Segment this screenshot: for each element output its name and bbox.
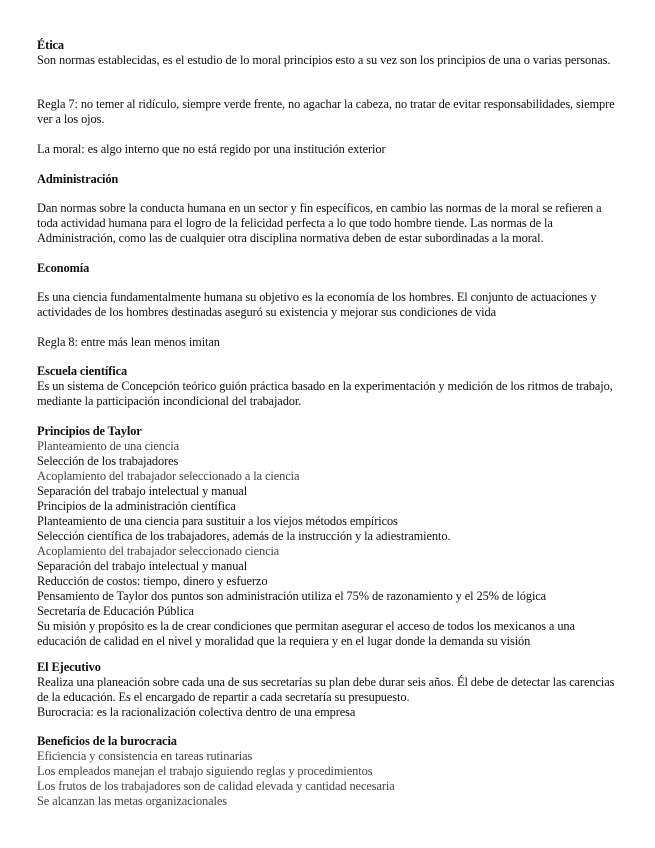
list-item: Pensamiento de Taylor dos puntos son administración utiliza el 75% de razonamiento y el 25% de lógica bbox=[37, 589, 547, 603]
ejecutivo-heading: El Ejecutivo bbox=[37, 660, 101, 674]
burocracia-definition: Burocracia: es la racionalización colectiva dentro de una empresa bbox=[37, 705, 356, 719]
list-item: Selección de los trabajadores bbox=[37, 454, 179, 468]
beneficios-heading: Beneficios de la burocracia bbox=[37, 734, 177, 748]
list-item: Acoplamiento del trabajador seleccionado a la ciencia bbox=[37, 469, 300, 483]
list-item: Planteamiento de una ciencia para sustituir a los viejos métodos empíricos bbox=[37, 514, 398, 528]
administracion-text: Dan normas sobre la conducta humana en un sector y fin específicos, en cambio las normas de la moral se refieren a toda actividad humana para el logro de la felicidad perfecta a lo que todo hombre tiende. Las normas de la Administración, como las de cualquier otra disciplina normativa deben de estar subordinadas a la moral. bbox=[37, 201, 602, 245]
escuela-text: Es un sistema de Concepción teórico guión práctica basado en la experimentación y medición de los ritmos de trabajo, mediante la participación incondicional del trabajador. bbox=[37, 379, 613, 408]
etica-text: Son normas establecidas, es el estudio de lo moral principios esto a su vez son los principios de una o varias personas. bbox=[37, 53, 611, 67]
regla-8: Regla 8: entre más lean menos imitan bbox=[37, 335, 220, 349]
escuela-section bbox=[37, 364, 617, 409]
list-item: Secretaría de Educación Pública bbox=[37, 604, 194, 618]
ejecutivo-section bbox=[37, 660, 617, 720]
taylor-section bbox=[37, 424, 617, 649]
list-item: Los empleados manejan el trabajo siguiendo reglas y procedimientos bbox=[37, 764, 373, 778]
list-item: Planteamiento de una ciencia bbox=[37, 439, 180, 453]
economia-heading: Economía bbox=[37, 261, 90, 275]
list-item: Selección científica de los trabajadores, además de la instrucción y la adiestramiento. bbox=[37, 529, 451, 543]
administracion-heading: Administración bbox=[37, 172, 119, 186]
regla-7: Regla 7: no temer al ridículo, siempre verde frente, no agachar la cabeza, no tratar de evitar responsabilidades, siempre ver a los ojos. bbox=[37, 97, 615, 126]
list-item: Separación del trabajo intelectual y manual bbox=[37, 559, 248, 573]
list-item: Se alcanzan las metas organizacionales bbox=[37, 794, 228, 808]
list-item: Los frutos de los trabajadores son de calidad elevada y cantidad necesaria bbox=[37, 779, 395, 793]
list-item: Reducción de costos: tiempo, dinero y esfuerzo bbox=[37, 574, 268, 588]
list-item: Eficiencia y consistencia en tareas rutinarias bbox=[37, 749, 253, 763]
moral-definition: La moral: es algo interno que no está regido por una institución exterior bbox=[37, 142, 386, 156]
list-item: Separación del trabajo intelectual y manual bbox=[37, 484, 248, 498]
beneficios-section bbox=[37, 734, 617, 809]
etica-heading: Ética bbox=[37, 38, 65, 52]
economia-text: Es una ciencia fundamentalmente humana su objetivo es la economía de los hombres. El conjunto de actuaciones y actividades de los hombres destinadas aseguró su existencia y mejorar sus condiciones de vida bbox=[37, 290, 597, 319]
escuela-heading: Escuela científica bbox=[37, 364, 128, 378]
ejecutivo-text: Realiza una planeación sobre cada una de sus secretarías su plan debe durar seis años. Él debe de detectar las carencias de la educación. Es el encargado de repartir a cada secretaría su presupuesto. bbox=[37, 675, 615, 704]
list-item: Acoplamiento del trabajador seleccionado ciencia bbox=[37, 544, 280, 558]
taylor-heading: Principios de Taylor bbox=[37, 424, 142, 438]
list-item: Principios de la administración científica bbox=[37, 499, 236, 513]
etica-section bbox=[37, 38, 617, 68]
sep-mision: Su misión y propósito es la de crear condiciones que permitan asegurar el acceso de todos los mexicanos a una educación de calidad en el nivel y moralidad que la requiera y en el lugar donde la demanda su visión bbox=[37, 619, 575, 648]
